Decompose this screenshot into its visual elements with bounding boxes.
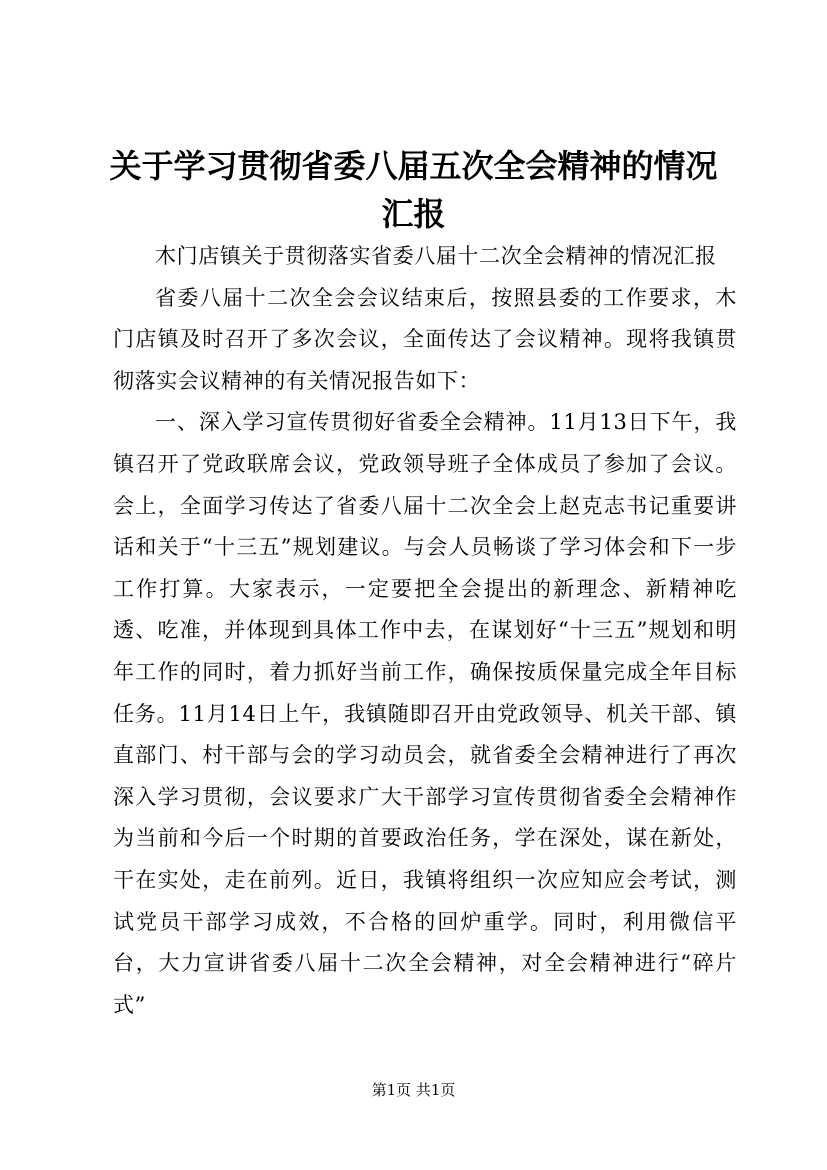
document-body: [113, 236, 737, 1026]
paragraph-section-one: 一、深入学习宣传贯彻好省委全会精神。11月13日下午，我镇召开了党政联席会议，党政领导班子全体成员了参加了会议。会上，全面学习传达了省委八届十二次全会上赵克志书记重要讲话和关于“十三五”规划建议。与会人员畅谈了学习体会和下一步工作打算。大家表示，一定要把全会提出的新理念、新精神吃透、吃准，并体现到具体工作中去，在谋划好“十三五”规划和明年工作的同时，着力抓好当前工作，确保按质保量完成全年目标任务。11月14日上午，我镇随即召开由党政领导、机关干部、镇直部门、村干部与会的学习动员会，就省委全会精神进行了再次深入学习贯彻，会议要求广大干部学习宣传贯彻省委全会精神作为当前和今后一个时期的首要政治任务，学在深处，谋在新处，干在实处，走在前列。近日，我镇将组织一次应知应会考试，测试党员干部学习成效，不合格的回炉重学。同时，利用微信平台，大力宣讲省委八届十二次全会精神，对全会精神进行“碎片式”: [113, 410, 737, 1017]
document-title: 关于学习贯彻省委八届五次全会精神的情况汇报: [109, 147, 718, 233]
paragraph-intro: 省委八届十二次全会会议结束后，按照县委的工作要求，木门店镇及时召开了多次会议，全面传达了会议精神。现将我镇贯彻落实会议精神的有关情况报告如下：: [113, 285, 737, 393]
paragraph-subtitle: 木门店镇关于贯彻落实省委八届十二次全会精神的情况汇报: [155, 244, 717, 268]
page-footer: 第1页 共1页: [371, 1081, 456, 1099]
